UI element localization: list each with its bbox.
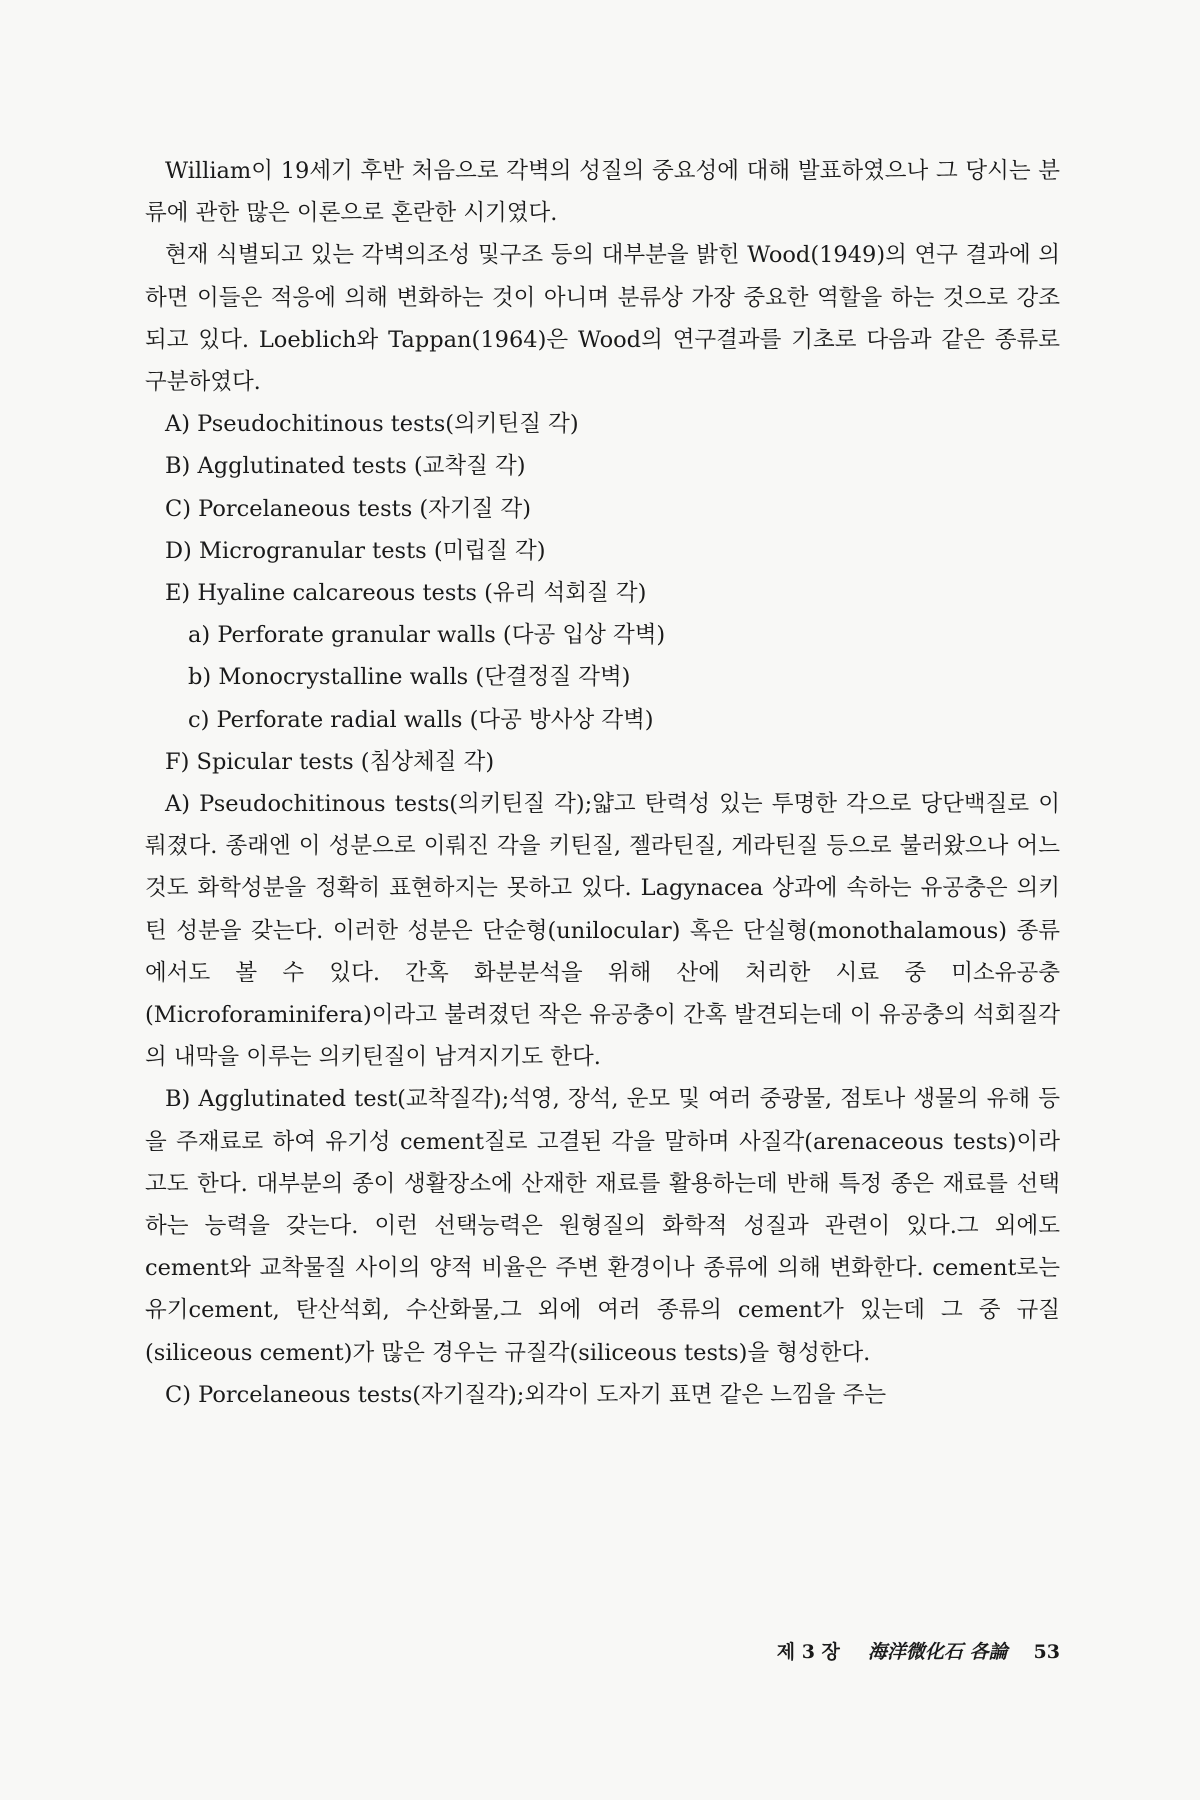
list-item-porcelaneous: C) Porcelaneous tests (자기질 각) <box>165 495 532 522</box>
page-body <box>145 150 1060 1416</box>
list-item-pseudochitinous: A) Pseudochitinous tests(의키틴질 각) <box>165 411 579 438</box>
footer-title: 海洋微化石 各論 <box>867 1641 1008 1663</box>
list-item-agglutinated: B) Agglutinated tests (교착질 각) <box>165 453 526 480</box>
test-type-list <box>145 403 1060 783</box>
list-item-spicular: F) Spicular tests (침상체질 각) <box>165 748 495 775</box>
paragraph-agglutinated: B) Agglutinated test(교착질각);석영, 장석, 운모 및 여러 중광물, 점토나 생물의 유해 등을 주재료로 하여 유기성 cement질로 고결된 각을 말하며 사질각(arenaceous tests)이라고도 한다. 대부분의 종이 생활장소에 산재한 재료를 활용하는데 반해 특정 종은 재료를 선택하는 능력을 갖는다. 이런 선택능력은 원형질의 화학적 성질과 관련이 있다.그 외에도 cement와 교착물질 사이의 양적 비율은 주변 환경이나 종류에 의해 변화한다. cement로는 유기cement, 탄산석회, 수산화물,그 외에 여러 종류의 cement가 있는데 그 중 규질(siliceous cement)가 많은 경우는 규질각(siliceous tests)을 형성한다. <box>145 1086 1060 1366</box>
paragraph-pseudochitinous: A) Pseudochitinous tests(의키틴질 각);얇고 탄력성 있는 투명한 각으로 당단백질로 이뤄졌다. 종래엔 이 성분으로 이뤄진 각을 키틴질, 젤라틴질, 게라틴질 등으로 불러왔으나 어느 것도 화학성분을 정확히 표현하지는 못하고 있다. Lagynacea 상과에 속하는 유공충은 의키틴 성분을 갖는다. 이러한 성분은 단순형(unilocular) 혹은 단실형(monothalamous) 종류에서도 볼 수 있다. 간혹 화분분석을 위해 산에 처리한 시료 중 미소유공충(Microforaminifera)이라고 불려졌던 작은 유공충이 간혹 발견되는데 이 유공충의 석회질각의 내막을 이루는 의키틴질이 남겨지기도 한다. <box>145 791 1060 1071</box>
paragraph-porcelaneous: C) Porcelaneous tests(자기질각);외각이 도자기 표면 같은 느낌을 주는 <box>165 1381 887 1408</box>
sublist-item-perforate-radial: c) Perforate radial walls (다공 방사상 각벽) <box>188 706 654 733</box>
footer-chapter: 제 3 장 <box>776 1641 840 1663</box>
paragraph-wood-classification: 현재 식별되고 있는 각벽의조성 및구조 등의 대부분을 밝힌 Wood(1949)의 연구 결과에 의하면 이들은 적응에 의해 변화하는 것이 아니며 분류상 가장 중요한 역할을 하는 것으로 강조되고 있다. Loeblich와 Tappan(1964)은 Wood의 연구결과를 기초로 다음과 같은 종류로 구분하였다. <box>145 242 1060 396</box>
list-item-hyaline: E) Hyaline calcareous tests (유리 석회질 각) <box>165 580 647 607</box>
page-number: 53 <box>1033 1641 1060 1663</box>
list-item-microgranular: D) Microgranular tests (미립질 각) <box>165 537 546 564</box>
sublist-item-perforate-granular: a) Perforate granular walls (다공 입상 각벽) <box>188 622 666 649</box>
paragraph-intro: William이 19세기 후반 처음으로 각벽의 성질의 중요성에 대해 발표하였으나 그 당시는 분류에 관한 많은 이론으로 혼란한 시기였다. <box>145 158 1060 227</box>
page-footer <box>700 1637 1060 1664</box>
sublist-item-monocrystalline: b) Monocrystalline walls (단결정질 각벽) <box>188 664 631 691</box>
